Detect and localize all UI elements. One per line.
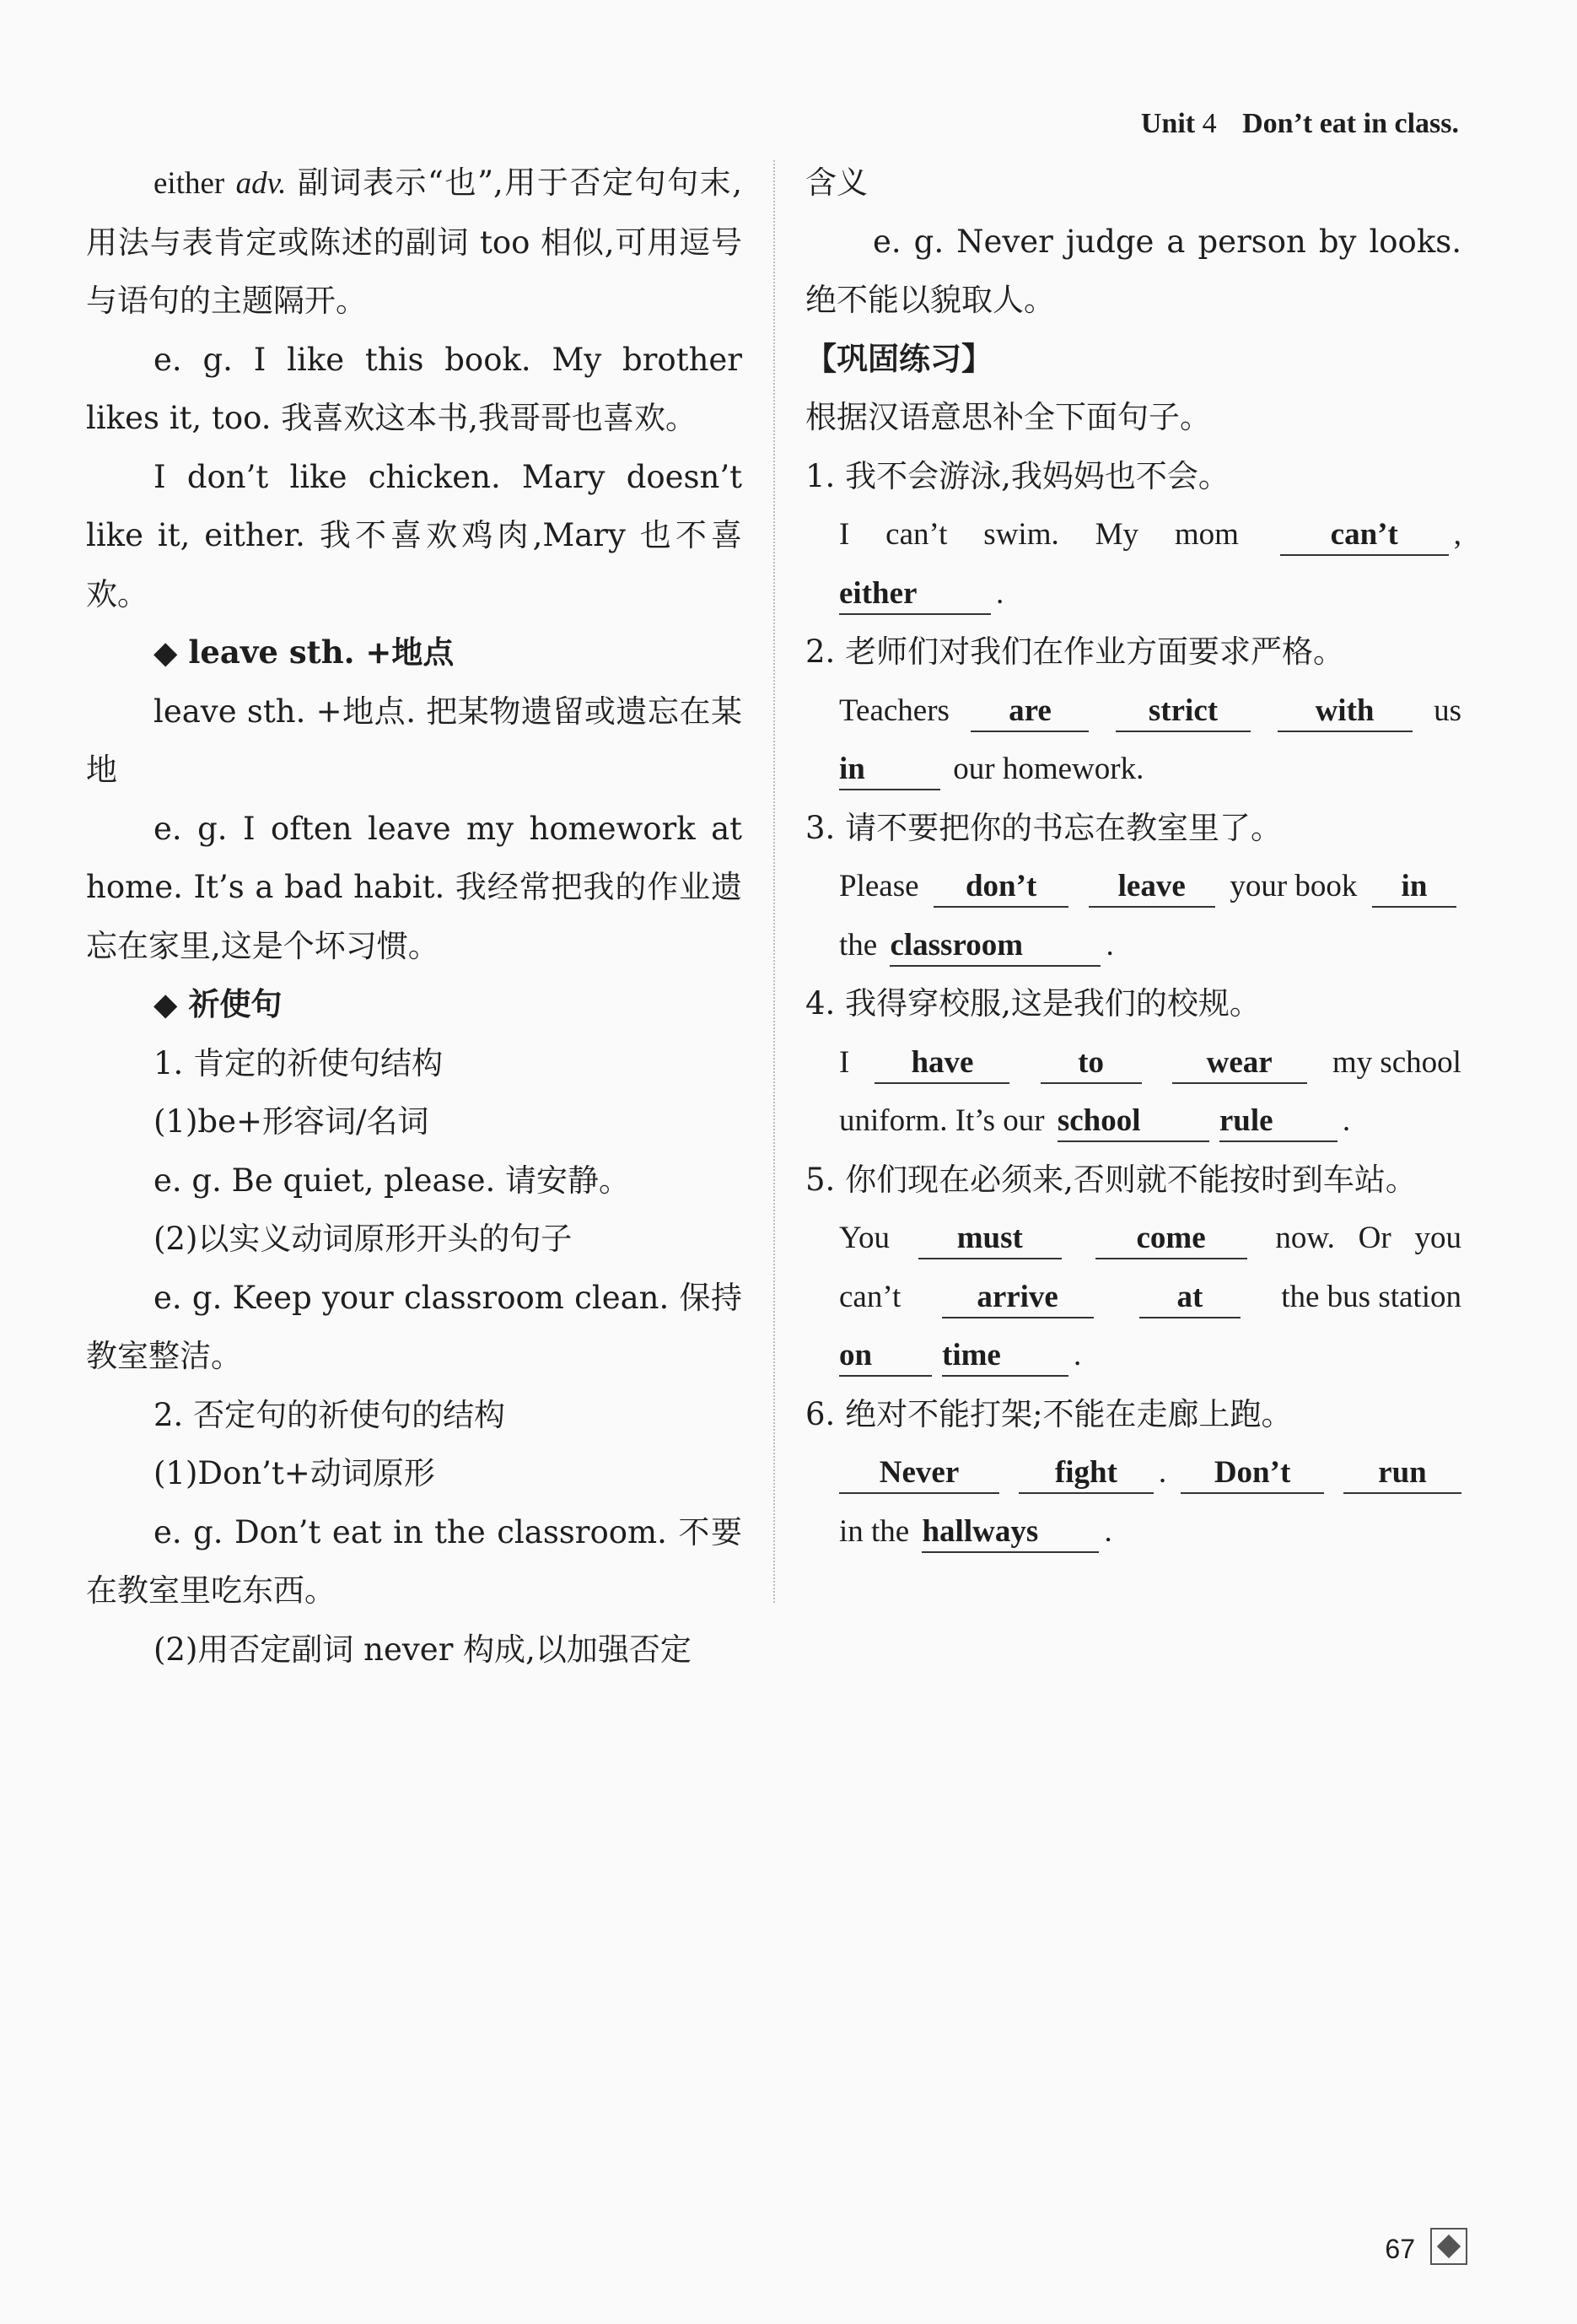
q4-word: uniform. It’s our [839,1103,1045,1138]
q2-word: our homework. [953,752,1144,786]
q3-word: Please [839,869,919,903]
answer-blank[interactable]: rule [1219,1102,1337,1142]
q3-word: the [839,927,878,962]
question-6-line-1 [805,1443,1461,1502]
q4-word: I [839,1044,850,1080]
question-2-line-1 [805,682,1461,741]
example-5: e. g. Keep your classroom clean. 保持教室整洁。 [86,1279,742,1374]
q5-word: You [839,1221,891,1255]
answer-blank[interactable]: at [1139,1278,1241,1318]
q1-period: . [996,575,1004,611]
section-1a: (1)be+形容词/名词 [153,1103,429,1140]
answer-blank[interactable]: hallways [922,1512,1099,1553]
question-1-chinese: 1. 我不会游泳,我妈妈也不会。 [805,457,1230,494]
answer-blank[interactable]: must [918,1219,1062,1259]
question-2-line-2 [805,740,1461,799]
heading-imperative: ◆ 祈使句 [153,985,283,1022]
q2-word: Teachers [839,693,950,728]
answer-blank[interactable]: arrive [942,1278,1094,1318]
answer-blank[interactable]: with [1278,692,1413,732]
term-either: either [153,166,225,201]
q4-period: . [1342,1103,1351,1138]
q6-period: . [1104,1513,1112,1549]
section-2a: (1)Don’t+动词原形 [153,1455,435,1491]
question-4-line-1 [805,1033,1461,1092]
answer-blank[interactable]: don’t [934,867,1068,908]
answer-blank[interactable]: come [1095,1219,1247,1259]
q2-word: us [1434,693,1461,728]
question-5-line-3 [805,1326,1461,1385]
answer-blank[interactable]: classroom [890,926,1101,967]
answer-blank[interactable]: leave [1089,867,1215,908]
q5-word: Or [1358,1221,1391,1255]
unit-number: 4 [1202,108,1217,139]
answer-blank[interactable]: are [971,692,1089,732]
leave-definition: leave sth. +地点. 把某物遗留或遗忘在某地 [86,693,742,788]
question-6-line-2 [805,1502,1461,1561]
question-3-line-1 [805,857,1461,916]
answer-blank[interactable]: in [839,750,940,790]
practice-instruction: 根据汉语意思补全下面句子。 [805,399,1211,435]
q1-word: swim. [983,517,1059,552]
q5-word: you [1414,1221,1461,1255]
page-number: 67 [1385,2234,1415,2264]
diamond-icon [1430,2228,1467,2265]
answer-blank[interactable]: time [942,1336,1068,1377]
left-column [86,154,742,1679]
q3-period: . [1106,927,1114,962]
q6-period: . [1158,1455,1167,1490]
question-4-line-2 [805,1092,1461,1151]
section-2-title: 2. 否定句的祈使句的结构 [153,1396,506,1433]
heading-leave-sth: ◆ leave sth. +地点 [153,634,455,671]
page-header [1141,108,1459,140]
q1-word: can’t [885,517,948,552]
example-1: e. g. I like this book. My brother likes it, too. 我喜欢这本书,我哥哥也喜欢。 [86,341,742,436]
answer-blank[interactable]: strict [1116,692,1251,732]
example-2: I don’t like chicken. Mary doesn’t like it, either. 我不喜欢鸡肉,Mary 也不喜欢。 [86,458,742,612]
q1-word: I [839,517,850,552]
section-2b: (2)用否定副词 never 构成,以加强否定 [153,1631,692,1668]
question-2-chinese: 2. 老师们对我们在作业方面要求严格。 [805,634,1345,670]
answer-blank[interactable]: Never [839,1453,999,1494]
example-4: e. g. Be quiet, please. 请安静。 [153,1162,630,1199]
answer-blank[interactable]: have [875,1043,1009,1084]
example-6: e. g. Don’t eat in the classroom. 不要在教室里吃东西。 [86,1513,742,1609]
q6-word: in the [839,1513,910,1549]
q1-comma: , [1453,517,1461,552]
question-3-chinese: 3. 请不要把你的书忘在教室里了。 [805,809,1283,846]
q5-word: now. [1275,1221,1335,1255]
q5-word: can’t [839,1279,902,1314]
answer-blank[interactable]: on [839,1336,932,1377]
question-3-line-2 [805,916,1461,975]
q4-word: my school [1332,1044,1461,1080]
q5-word: the bus station [1281,1279,1461,1314]
q1-word: mom [1174,517,1239,552]
continuation-text: 含义 [805,164,868,201]
question-5-line-2 [805,1268,1461,1327]
answer-blank[interactable]: in [1372,867,1456,908]
section-1b: (2)以实义动词原形开头的句子 [153,1221,573,1257]
unit-title: Don’t eat in class. [1242,108,1459,139]
q5-period: . [1074,1338,1082,1372]
answer-blank[interactable]: either [839,574,991,615]
answer-blank[interactable]: school [1058,1102,1209,1142]
q3-word: your book [1230,869,1358,903]
answer-blank[interactable]: Don’t [1181,1453,1324,1494]
practice-heading: 【巩固练习】 [805,340,993,377]
answer-blank[interactable]: run [1343,1453,1461,1494]
question-6-chinese: 6. 绝对不能打架;不能在走廊上跑。 [805,1395,1293,1432]
question-4-chinese: 4. 我得穿校服,这是我们的校规。 [805,985,1261,1022]
q1-word: My [1095,517,1138,552]
question-5-chinese: 5. 你们现在必须来,否则就不能按时到车站。 [805,1161,1417,1198]
right-column [805,154,1461,1561]
example-3: e. g. I often leave my homework at home. It’s a bad habit. 我经常把我的作业遗忘在家里,这是个坏习惯。 [86,810,742,964]
answer-blank[interactable]: to [1041,1043,1142,1084]
either-definition: 副词表示“也”,用于否定句句末,用法与表肯定或陈述的副词 too 相似,可用逗号与语句的主题隔开。 [86,164,743,319]
column-divider [773,160,775,1603]
unit-label: Unit [1140,108,1196,139]
answer-blank[interactable]: wear [1172,1043,1307,1084]
answer-blank[interactable]: fight [1019,1453,1154,1494]
question-5-line-1 [805,1209,1461,1268]
part-of-speech: adv. [235,166,287,201]
question-1-line-1 [805,505,1461,564]
section-1-title: 1. 肯定的祈使句结构 [153,1044,444,1081]
either-paragraph [86,154,742,331]
question-1-line-2 [805,564,1461,623]
example-7: e. g. Never judge a person by looks. 绝不能以貌取人。 [805,223,1461,318]
answer-blank[interactable]: can’t [1280,515,1449,556]
